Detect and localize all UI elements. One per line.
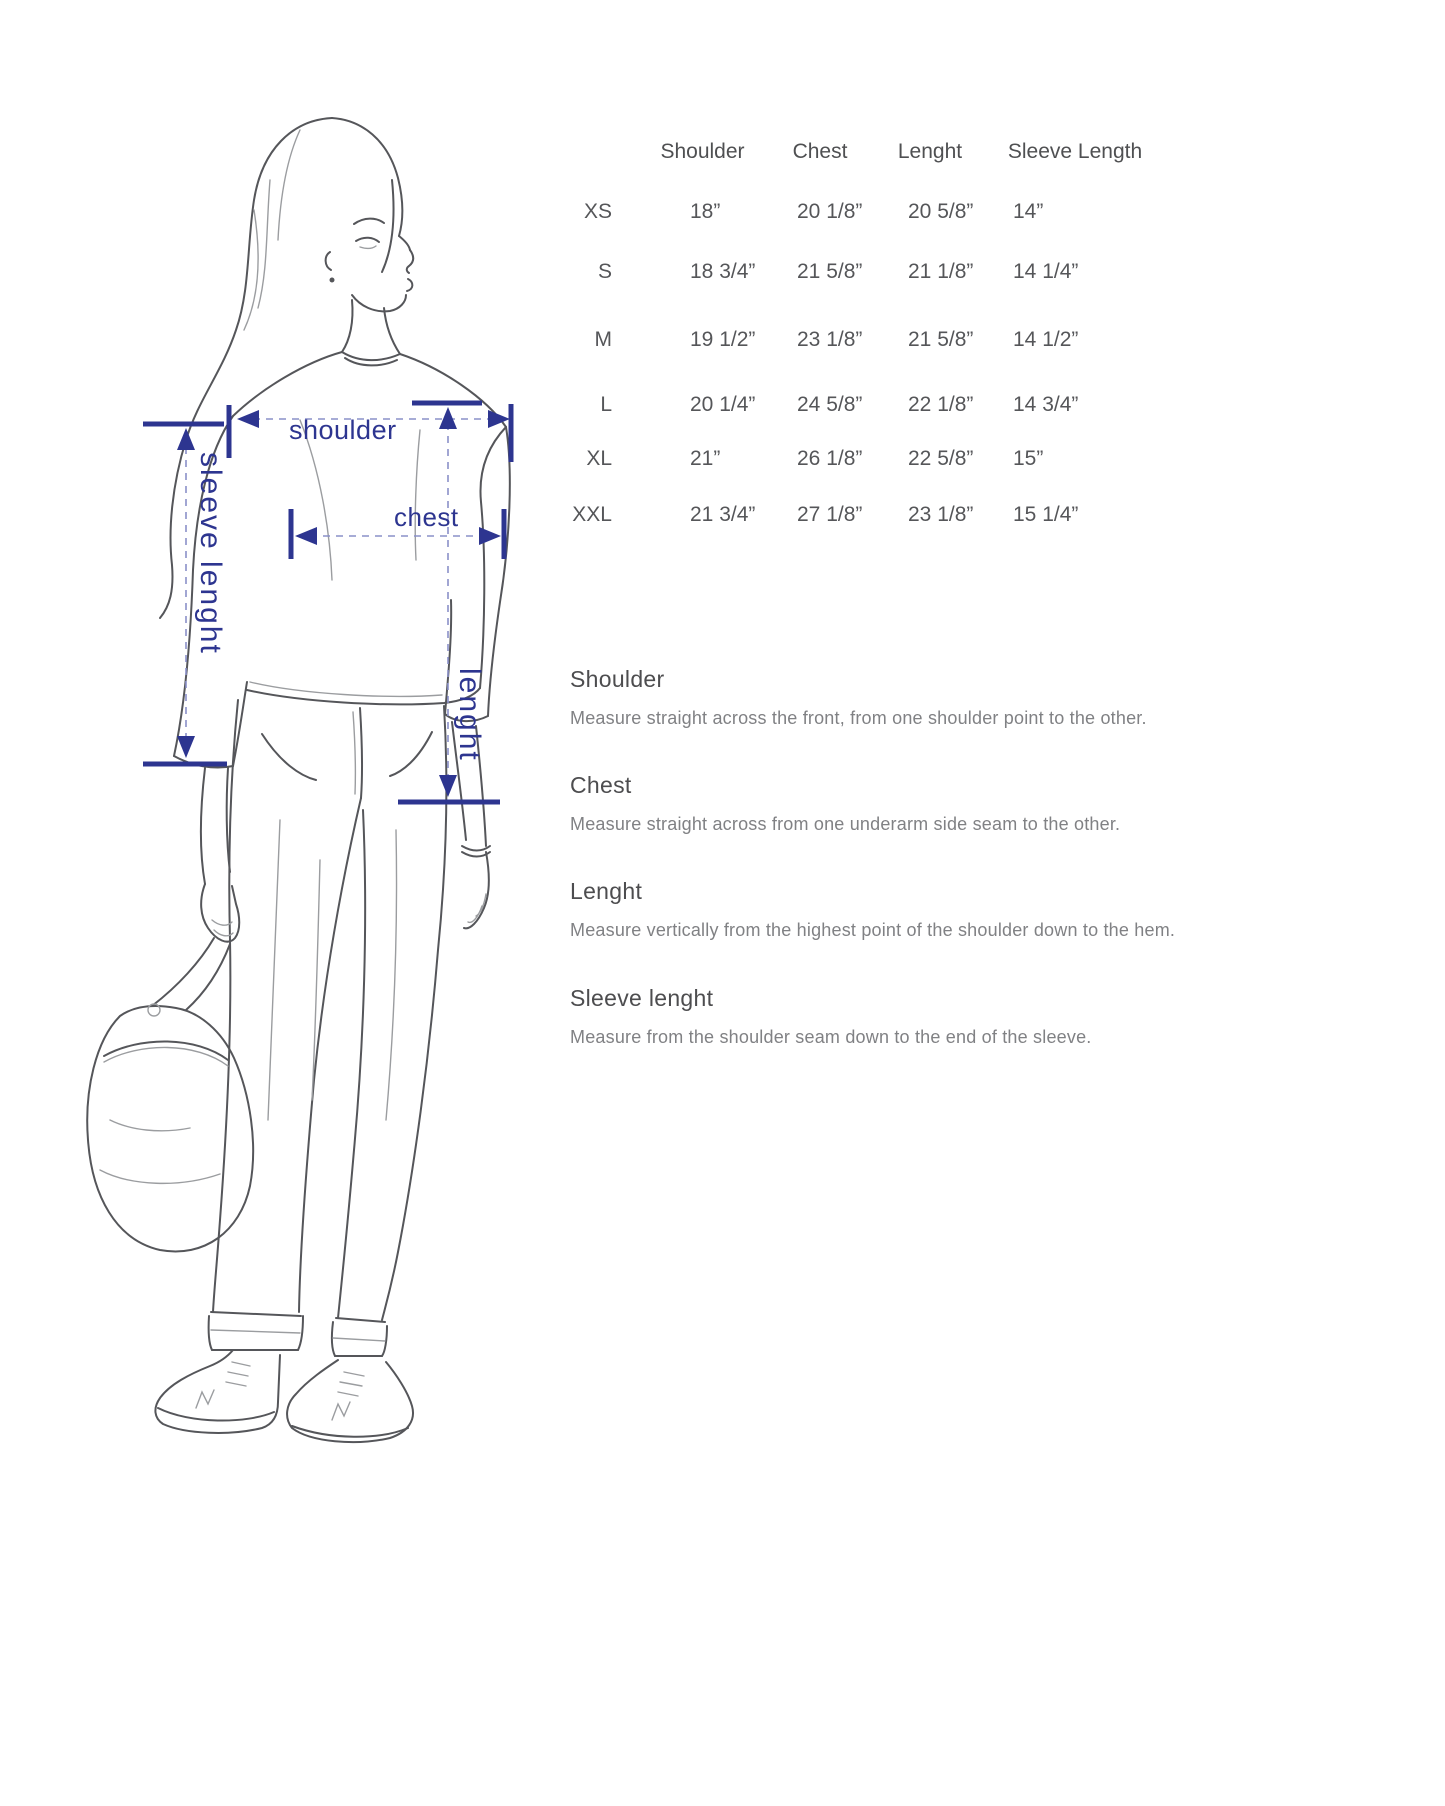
length-dimension-label: lenght — [453, 668, 486, 762]
guide-section-shoulder — [570, 666, 1230, 731]
table-cell: 21 1/8” — [908, 260, 974, 283]
table-cell: 22 1/8” — [908, 393, 974, 416]
size-label: XXL — [572, 503, 612, 526]
size-table — [570, 140, 1165, 543]
table-cell: 24 5/8” — [797, 393, 863, 416]
table-cell: 14 3/4” — [1013, 393, 1079, 416]
table-cell: 14 1/4” — [1013, 260, 1079, 283]
size-label: XS — [583, 200, 612, 223]
table-header-chest: Chest — [792, 140, 848, 163]
guide-section-length — [570, 878, 1230, 943]
guide-title: Shoulder — [570, 666, 665, 692]
table-cell: 23 1/8” — [797, 328, 863, 351]
measuring-guide — [570, 666, 1230, 1091]
table-cell: 23 1/8” — [908, 503, 974, 526]
guide-section-chest — [570, 772, 1230, 837]
table-cell: 27 1/8” — [797, 503, 863, 526]
guide-text: Measure straight across from one underarm side seam to the other. — [570, 814, 1121, 835]
table-header-shoulder: Shoulder — [660, 140, 745, 163]
table-cell: 20 1/4” — [690, 393, 756, 416]
table-cell: 20 1/8” — [797, 200, 863, 223]
guide-title: Chest — [570, 772, 632, 799]
guide-title: Sleeve lenght — [570, 984, 714, 1011]
size-label: XL — [586, 447, 612, 470]
table-header-length: Lenght — [897, 140, 963, 163]
table-cell: 22 5/8” — [908, 447, 974, 470]
table-cell: 15” — [1013, 447, 1044, 470]
table-cell: 19 1/2” — [690, 328, 756, 351]
table-cell: 21 5/8” — [908, 328, 974, 351]
size-label: L — [600, 393, 612, 416]
table-cell: 14 1/2” — [1013, 328, 1079, 351]
guide-title: Lenght — [570, 878, 643, 905]
table-cell: 15 1/4” — [1013, 503, 1079, 526]
table-cell: 26 1/8” — [797, 447, 863, 470]
size-label: M — [594, 328, 612, 351]
size-label: S — [597, 260, 612, 283]
guide-text: Measure from the shoulder seam down to the end of the sleeve. — [570, 1026, 1092, 1047]
sleeve-length-dimension-label: sleeve lenght — [194, 452, 227, 655]
chest-dimension-label: chest — [394, 502, 459, 532]
shoulder-dimension-label: shoulder — [289, 415, 397, 445]
table-cell: 18” — [690, 200, 721, 223]
guide-text: Measure vertically from the highest point of the shoulder down to the hem. — [570, 920, 1176, 941]
table-cell: 21 5/8” — [797, 260, 863, 283]
table-cell: 14” — [1013, 200, 1044, 223]
guide-text: Measure straight across the front, from one shoulder point to the other. — [570, 708, 1147, 728]
table-cell: 21 3/4” — [690, 503, 756, 526]
table-header-sleeve-length: Sleeve Length — [1007, 140, 1143, 163]
guide-section-sleeve-length — [570, 985, 1230, 1050]
table-cell: 20 5/8” — [908, 200, 974, 223]
table-cell: 18 3/4” — [690, 260, 756, 283]
table-cell: 21” — [690, 447, 721, 470]
